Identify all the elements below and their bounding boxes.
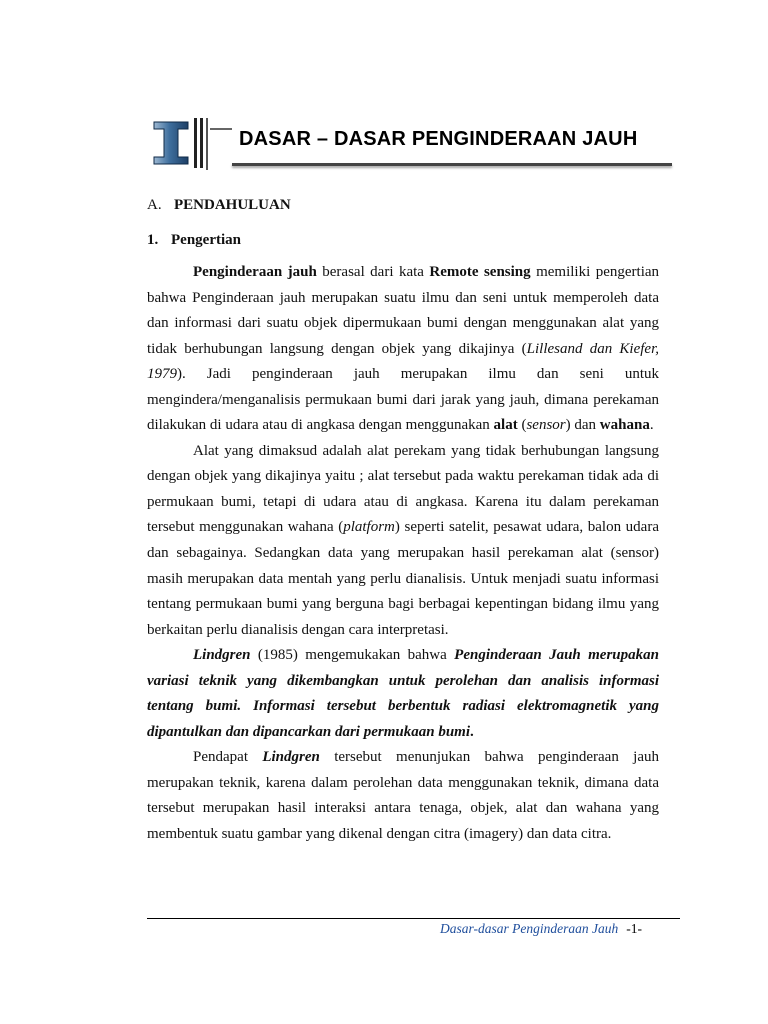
para2-text-b: ) seperti satelit, pesawat udara, balon udara dan sebagainya. Sedangkan data yang merupakan hasil perekaman alat (sensor) masih merupakan data mentah yang perlu dianalisis. Untuk menjadi suatu informasi tentang permukaan bumi yang berguna bagi berbagai kepentingan bidang ilmu yang berkaitan perlu dianalisis dengan cara interpretasi. [147,519,659,638]
paragraph-4 [147,745,659,847]
para3-period: . [470,723,474,740]
chapter-title-underline [232,163,672,166]
subsection-heading-1 [147,232,241,249]
author-lindgren: Lindgren [193,647,251,664]
term-sensor: sensor [526,417,566,434]
term-wahana: wahana [599,417,650,434]
para4-text-a: Pendapat [193,749,263,766]
author-lindgren-2: Lindgren [262,749,320,766]
paragraph-3 [147,643,659,745]
term-alat: alat [493,417,518,434]
paragraph-2 [147,439,659,643]
section-a-number: A. [147,197,162,213]
footer-rule [147,918,680,919]
para4-text-b: tersebut menunjukan bahwa penginderaan jauh merupakan teknik, karena dalam perolehan data menggunakan teknik, dimana data tersebut merupakan hasil interaksi antara tenaga, objek, alat dan wahana yang membentuk suatu gambar yang dikenal dengan citra (imagery) dan data citra. [147,749,660,843]
term-remote-sensing: Remote sensing [429,264,531,280]
subsection-1-number: 1. [147,232,159,248]
page-number: -1- [626,921,642,936]
para3-text-a: (1985) mengemukakan bahwa [250,647,455,664]
term-penginderaan-jauh: Penginderaan jauh [193,264,317,280]
para1-text-b: memiliki pengertian bahwa Penginderaan jauh merupakan suatu ilmu dan seni untuk memperoleh data dan informasi dari suatu objek dipermukaan bumi dengan menggunakan alat yang tidak berhubungan langsung dengan objek yang dikajinya ( [147,264,660,357]
subsection-1-label: Pengertian [171,232,241,248]
term-platform: platform [343,519,395,536]
para2-text-a: Alat yang dimaksud adalah alat perekam yang tidak berhubungan langsung dengan objek yang dikajinya yaitu ; alat tersebut pada waktu perekaman tidak ada di permukaan bumi, tetapi di udara atau di angkasa. Karena itu dalam perekaman tersebut menggunakan wahana ( [147,442,659,536]
para1-text-f: . [649,417,654,434]
body-text [147,260,659,848]
chapter-title: DASAR – DASAR PENGINDERAAN JAUH [239,128,638,150]
para1-text-a: berasal dari kata [316,264,430,280]
footer-title: Dasar-dasar Penginderaan Jauh [440,921,619,936]
para1-text-d: ( [517,417,527,434]
paragraph-1 [147,260,659,439]
para1-text-c: ). Jadi penginderaan jauh merupakan ilmu dan seni untuk mengindera/menganalisis permukaan bumi dari jarak yang jauh, dimana perekaman dilakukan di udara atau di angkasa dengan menggunakan [147,366,659,434]
citation-lillesand: Lillesand dan Kiefer, 1979 [147,340,660,383]
page-footer [440,921,642,937]
section-a-label: PENDAHULUAN [174,197,291,213]
section-heading-a [147,197,291,214]
para1-text-e: ) dan [565,417,600,434]
chapter-numeral: I [148,116,149,117]
chapter-numeral-graphic [148,116,232,170]
definition-quote: Penginderaan Jauh merupakan variasi teknik yang dikembangkan untuk perolehan dan analisis informasi tentang bumi. Informasi tersebut berbentuk radiasi elektromagnetik yang dipantulkan dan dipancarkan dari permukaan bumi [147,647,659,740]
